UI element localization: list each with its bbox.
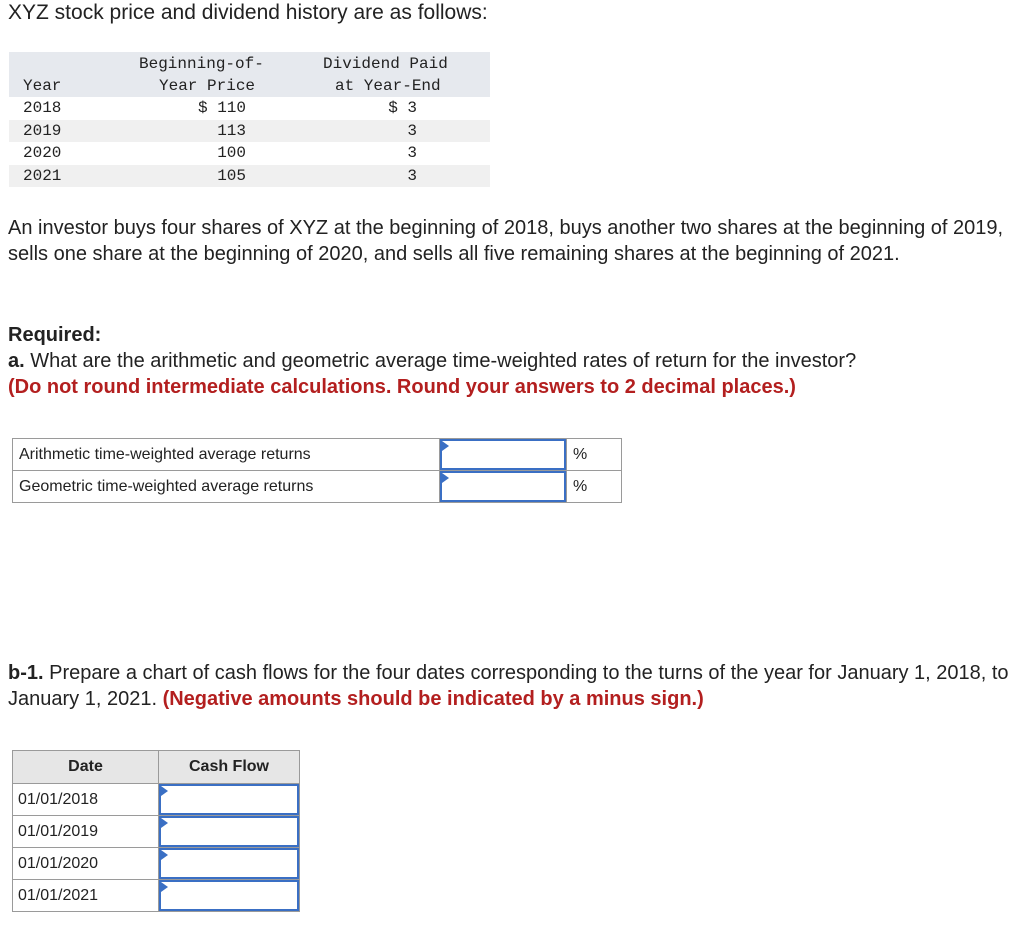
part-b1-text: Prepare a chart of cash flows for the four dates corresponding to the turns of the year for January 1, 2018, to January 1, 2021. (8, 662, 1009, 710)
stock-table-header (9, 52, 490, 97)
price-cell: 105 (217, 166, 246, 185)
cash-flow-input-cell (159, 848, 300, 880)
cash-flow-input-box (159, 816, 299, 847)
cash-flow-input-box (159, 848, 299, 879)
cash-flow-column-header: Cash Flow (159, 751, 300, 784)
arithmetic-return-input[interactable] (442, 441, 564, 468)
date-cell: 01/01/2020 (13, 848, 159, 880)
date-column-header: Date (13, 751, 159, 784)
cash-flow-input-2018[interactable] (161, 786, 297, 813)
part-a-question (8, 348, 1024, 374)
geometric-input-cell (440, 471, 567, 503)
input-marker-icon (161, 850, 168, 860)
part-b1-block (8, 660, 1024, 712)
stock-price-table (9, 52, 490, 187)
cash-flow-input-cell (159, 816, 300, 848)
cash-flow-input-2021[interactable] (161, 882, 297, 909)
price-cell: 113 (217, 121, 246, 140)
price-cell: $ 110 (197, 99, 246, 117)
percent-unit: % (567, 471, 622, 503)
cash-flow-table (12, 750, 300, 912)
cash-flow-row (13, 880, 300, 912)
cash-flow-input-box (159, 784, 299, 815)
date-cell: 01/01/2021 (13, 880, 159, 912)
cash-flow-row (13, 784, 300, 816)
header-dividend-line1: Dividend Paid (323, 55, 448, 73)
arithmetic-input-cell (440, 439, 567, 471)
date-cell: 01/01/2019 (13, 816, 159, 848)
cash-flow-input-box (159, 880, 299, 911)
dividend-cell: 3 (407, 121, 417, 140)
geometric-label: Geometric time-weighted average returns (13, 471, 440, 503)
part-b1-label: b-1. (8, 662, 44, 684)
stock-row-2018 (9, 97, 490, 120)
part-a-note: (Do not round intermediate calculations. Round your answers to 2 decimal places.) (8, 376, 796, 398)
date-cell: 01/01/2018 (13, 784, 159, 816)
header-year: Year (23, 77, 62, 95)
stock-row-2019 (9, 120, 490, 143)
percent-unit: % (567, 439, 622, 471)
answer-row-geometric (13, 471, 622, 503)
cash-flow-input-cell (159, 784, 300, 816)
arithmetic-label: Arithmetic time-weighted average returns (13, 439, 440, 471)
part-a-text: What are the arithmetic and geometric average time-weighted rates of return for the investor? (30, 350, 857, 372)
year-cell: 2021 (23, 166, 62, 185)
scenario-text: An investor buys four shares of XYZ at the beginning of 2018, buys another two shares at the beginning of 2019, sells one share at the beginning of 2020, and sells all five remaining shares at the beginning of 2021. (8, 217, 1004, 265)
cash-flow-input-2020[interactable] (161, 850, 297, 877)
dividend-cell: 3 (407, 166, 417, 185)
answer-table-a (12, 438, 622, 503)
year-cell: 2020 (23, 144, 62, 162)
header-dividend-line2: at Year-End (335, 77, 441, 95)
cash-flow-row (13, 848, 300, 880)
input-marker-icon (442, 473, 449, 483)
input-marker-icon (161, 882, 168, 892)
year-cell: 2019 (23, 121, 62, 140)
input-marker-icon (161, 818, 168, 828)
intro-text: XYZ stock price and dividend history are as follows: (8, 1, 488, 24)
geometric-return-input[interactable] (442, 473, 564, 500)
cash-flow-header (13, 751, 300, 784)
geometric-input-box (440, 471, 566, 502)
cash-flow-input-2019[interactable] (161, 818, 297, 845)
header-price-line1: Beginning-of- (139, 55, 264, 73)
stock-row-2021 (9, 165, 490, 188)
required-block (8, 322, 1024, 400)
dividend-cell: $ 3 (388, 99, 417, 117)
input-marker-icon (161, 786, 168, 796)
header-price-line2: Year Price (159, 77, 256, 95)
stock-row-2020 (9, 142, 490, 165)
arithmetic-input-box (440, 439, 566, 470)
dividend-cell: 3 (407, 144, 417, 162)
cash-flow-input-cell (159, 880, 300, 912)
price-cell: 100 (217, 144, 246, 162)
year-cell: 2018 (23, 99, 62, 117)
input-marker-icon (442, 441, 449, 451)
part-a-label: a. (8, 350, 25, 372)
part-b1-note: (Negative amounts should be indicated by a minus sign.) (162, 688, 704, 710)
required-heading: Required: (8, 324, 102, 346)
cash-flow-row (13, 816, 300, 848)
answer-row-arithmetic (13, 439, 622, 471)
